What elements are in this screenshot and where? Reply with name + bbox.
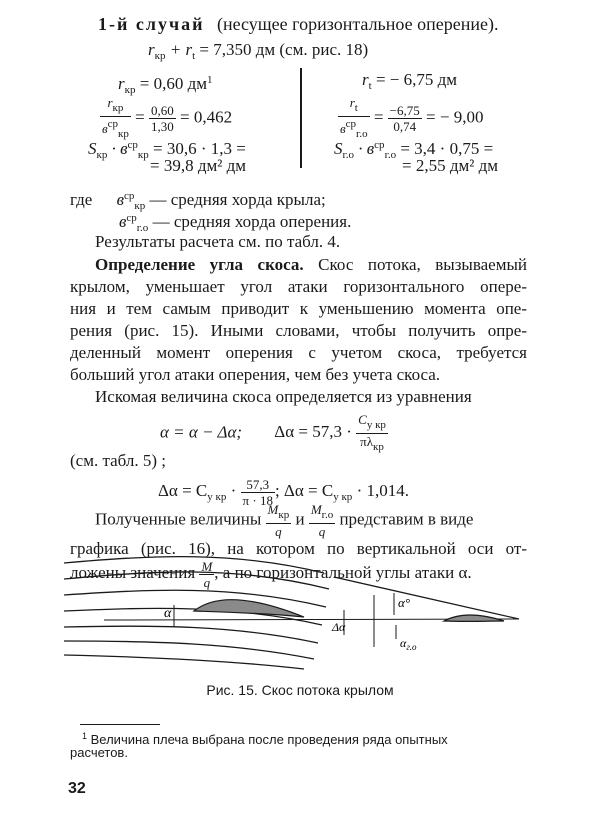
right-ratio-mid	[388, 103, 422, 134]
where-item1-sym: в	[116, 190, 124, 209]
left-ratio-den: в	[102, 121, 108, 136]
sum-formula	[148, 40, 368, 66]
para2-f3-den: q	[203, 574, 211, 590]
footnote-line-2: расчетов.	[70, 745, 128, 760]
section-line-5: деленный момент оперения с учетом скоса, требуется	[70, 343, 527, 362]
left-s: S	[88, 139, 97, 158]
left-ratio-num: r	[107, 95, 113, 110]
para2-frac-2	[309, 502, 335, 539]
right-r-sub: t	[368, 80, 372, 92]
left-ratio-den-sub: кр	[118, 128, 129, 140]
left-s-eq2: = 39,8 дм² дм	[150, 156, 246, 175]
right-s-sup2: ср	[374, 139, 385, 151]
section-line-6: больший угол атаки оперения, чем без учета скоса.	[70, 365, 441, 384]
see-table: (см. табл. 5) ;	[70, 451, 166, 470]
eq2-a-dot: ·	[226, 481, 237, 500]
sum-sub1: кр	[154, 50, 166, 62]
right-r-value	[362, 70, 457, 96]
para2-l1-a: Полученные величины	[95, 509, 262, 529]
left-ratio-num-sub: кр	[112, 102, 124, 114]
equation-1	[160, 412, 388, 455]
eq1-den-sub: кр	[373, 441, 384, 453]
eq2-b-rest: · 1,014.	[352, 481, 409, 500]
para2-l3-b: , а по горизонтальной углы атаки α.	[214, 563, 472, 582]
right-s-eq2: = 2,55 дм² дм	[402, 156, 498, 175]
eq1-frac	[356, 412, 388, 455]
where-item2-text: — средняя хорда оперения.	[148, 212, 352, 231]
downwash-figure	[64, 555, 524, 670]
left-r-sup: 1	[206, 74, 213, 86]
case-heading	[98, 14, 498, 34]
para2-l3-a: ложены значения	[70, 563, 196, 582]
eq1-num: C	[358, 412, 367, 427]
left-ratio-mid	[149, 103, 176, 134]
eq2-a-sub: y кр	[207, 491, 227, 503]
right-s-dot: · в	[354, 139, 375, 158]
results-line: Результаты расчета см. по табл. 4.	[95, 232, 341, 251]
sum-r: r	[148, 40, 155, 59]
streamline-2	[64, 572, 329, 589]
eq2-num: 57,3	[241, 477, 275, 493]
label-alpha-o: α°	[398, 595, 411, 610]
label-alpha-go-sub: г.о	[406, 642, 417, 652]
section-l1-rest: Скос потока, вызываемый	[303, 255, 527, 274]
left-s-sup2: ср	[127, 139, 138, 151]
right-s-sub2: г.о	[384, 149, 397, 161]
section-line-7: Искомая величина скоса определяется из уравнения	[95, 387, 472, 406]
left-ratio-mid-den: 1,30	[151, 119, 174, 134]
right-ratio: $\frac{r_t}{в^{ср}_{г.о}}$ = $\frac{-6,75}{0,74}$ = − 9,00	[340, 95, 484, 140]
left-s-sub: кр	[96, 149, 108, 161]
para2-f2-den: q	[318, 524, 326, 539]
right-area-line2	[402, 156, 498, 176]
left-r-eq: = 0,60 дм	[135, 74, 207, 93]
eq2-a: Δα = C	[158, 481, 208, 500]
section-line-3: ния и тем самым приводит к уменьшению момента опе-	[70, 299, 527, 318]
streamline-1	[64, 557, 324, 573]
sum-sub2: t	[192, 50, 196, 62]
eq1-left: α = α − Δα;	[160, 422, 243, 442]
right-ratio-mid-num: −6,75	[389, 103, 420, 118]
right-ratio-mid-den: 0,74	[393, 119, 417, 134]
column-divider	[300, 68, 302, 168]
where-item2-sup: ср	[126, 212, 137, 224]
para2-line-2: графика (рис. 16), на котором по вертикальной оси от-	[70, 539, 527, 558]
where-word: где	[70, 190, 93, 209]
streamline-7	[64, 655, 304, 669]
eq1-right: Δα = 57,3 ·	[274, 422, 352, 442]
tail-airfoil	[444, 615, 504, 621]
wing-airfoil	[194, 600, 304, 617]
sum-plus: + r	[165, 40, 193, 59]
left-ratio-den-sup: ср	[107, 118, 119, 130]
where-item1-sub: кр	[134, 200, 146, 212]
para2-f2-num-sub: г.о	[321, 509, 334, 521]
footnote-line-1	[82, 728, 448, 748]
eq1-den: πλ	[360, 434, 374, 449]
para2-f3-num: M	[201, 558, 213, 574]
para2-line-1	[95, 502, 473, 539]
left-ratio: $\frac{r_{кр}}{в^{ср}_{кр}}$ = $\frac{0,60}{1,30}$ = 0,462	[102, 95, 233, 140]
right-s: S	[334, 139, 343, 158]
streamline-3	[64, 590, 326, 607]
figure-caption: Рис. 15. Скос потока крылом	[206, 682, 394, 698]
section-line-1	[95, 255, 527, 275]
footnote-mark: 1	[82, 731, 88, 741]
right-ratio-num: r	[349, 95, 355, 110]
left-s-sub2: кр	[137, 149, 149, 161]
eq2-b: ; Δα = C	[274, 481, 334, 500]
right-ratio-result: = − 9,00	[421, 107, 484, 127]
label-alpha: α	[164, 606, 172, 621]
right-r: r	[362, 70, 369, 89]
para2-l1-b: и	[295, 509, 305, 529]
para2-f1-num: M	[267, 502, 279, 517]
right-s-sub: г.о	[342, 149, 355, 161]
where-item2-sym: в	[119, 212, 127, 231]
section-line-2: крылом, уменьшает угол атаки горизонтального опере-	[70, 277, 527, 296]
left-r-sub: кр	[124, 84, 136, 96]
left-ratio-result: = 0,462	[175, 107, 233, 127]
left-s-dot: · в	[107, 139, 128, 158]
section-title: Определение угла скоса.	[95, 255, 304, 274]
left-r: r	[118, 74, 125, 93]
eq1-num-sub: y кр	[366, 419, 386, 431]
right-r-eq: = − 6,75 дм	[371, 70, 458, 89]
right-ratio-den: в	[340, 121, 346, 136]
footnote-l1: Величина плеча выбрана после проведения ряда опытных	[87, 732, 448, 747]
sum-rest: = 7,350 дм (см. рис. 18)	[195, 40, 369, 59]
where-item2-sub: г.о	[136, 222, 149, 234]
right-ratio-den-sub: г.о	[356, 128, 368, 140]
case-subtitle: (несущее горизонтальное оперение).	[216, 14, 499, 34]
para2-f1-num-sub: кр	[278, 509, 290, 521]
para2-f2-num: M	[310, 502, 322, 517]
eq2-b-sub: y кр	[333, 491, 353, 503]
eq2-den: π · 18	[242, 492, 273, 508]
where-item1-text: — средняя хорда крыла;	[145, 190, 326, 209]
footnote-rule	[80, 724, 160, 725]
case-title: 1-й случай	[98, 14, 205, 34]
tail-flow-line	[334, 577, 519, 619]
right-s-eq1: = 3,4 · 0,75 =	[396, 139, 494, 158]
para2-l1-c: представим в виде	[339, 509, 474, 529]
left-area-line2	[150, 156, 246, 176]
right-ratio-num-sub: t	[354, 102, 358, 114]
label-dalpha: Δα	[332, 620, 346, 634]
section-line-4: рения (рис. 15). Иными словами, чтобы получить опре-	[70, 321, 527, 340]
page-number: 32	[68, 780, 86, 797]
para2-frac-1	[266, 502, 292, 539]
left-s-eq1: = 30,6 · 1,3 =	[148, 139, 246, 158]
left-ratio-mid-num: 0,60	[151, 103, 174, 118]
where-item1-sup: ср	[123, 190, 135, 202]
para2-f1-den: q	[275, 524, 282, 539]
right-ratio-den-sup: ср	[345, 118, 357, 130]
label-alpha-go-main: α	[400, 636, 407, 650]
streamline-5	[64, 626, 318, 643]
label-alpha-go	[400, 636, 417, 652]
